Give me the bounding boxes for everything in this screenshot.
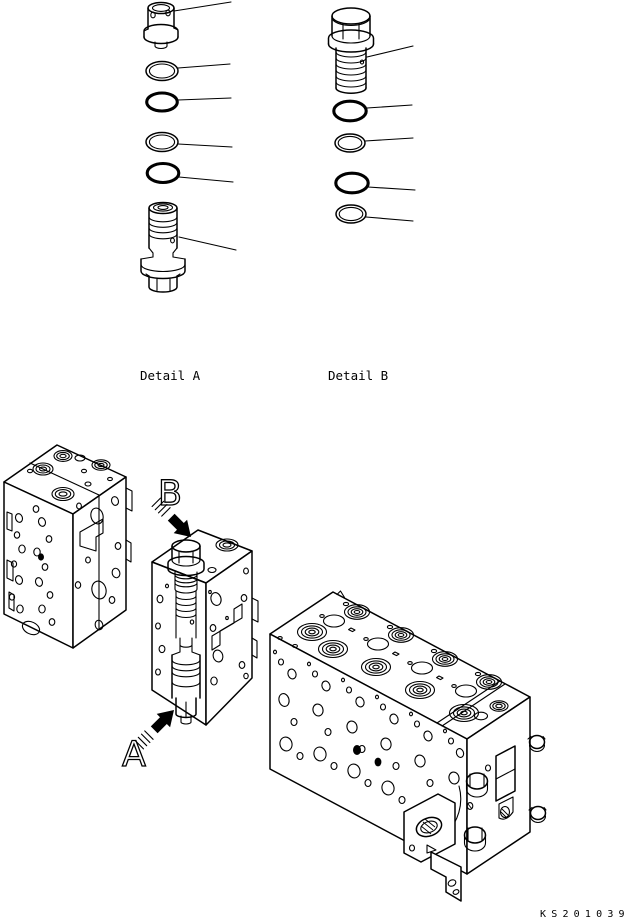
leader-line (178, 98, 231, 100)
o-ring-drawing (335, 134, 365, 152)
hatched-port (375, 758, 382, 767)
section-arrow-a (151, 710, 174, 733)
threaded-plug-drawing (329, 8, 374, 93)
leader-line (366, 217, 413, 221)
o-ring-drawing (336, 173, 368, 193)
section-arrow-b (168, 514, 191, 537)
leader-line (368, 187, 415, 190)
leader-line (367, 46, 413, 57)
drawing-number: KS201039 (540, 909, 630, 920)
o-ring-drawing (147, 164, 179, 183)
o-ring-drawing (146, 133, 178, 152)
leader-line (178, 144, 232, 147)
leader-line (365, 138, 413, 141)
valve-cartridge-drawing (141, 203, 185, 293)
hatched-port (353, 745, 361, 755)
o-ring-drawing (146, 62, 178, 81)
leader-line (367, 105, 412, 108)
poppet-valve-drawing (144, 3, 178, 49)
detail-b-figure (328, 8, 415, 383)
o-ring-drawing (336, 205, 366, 223)
main-valve-body-drawing (270, 591, 546, 901)
detail-a-caption: Detail A (140, 368, 201, 383)
section-marker-a: A (122, 735, 146, 775)
hatched-port (38, 553, 44, 560)
leader-line (174, 2, 231, 11)
section-marker-a-group (122, 710, 174, 775)
detail-a-figure (140, 2, 236, 383)
leader-line (179, 177, 233, 182)
leader-line (179, 237, 236, 250)
section-marker-b: B (158, 474, 183, 514)
section-marker-b-group (152, 474, 191, 537)
valve-section-left-drawing (4, 445, 132, 648)
detail-b-caption: Detail B (328, 368, 389, 383)
o-ring-drawing (147, 93, 178, 111)
o-ring-drawing (334, 101, 366, 121)
leader-line (178, 64, 230, 68)
valve-section-middle-drawing (152, 530, 258, 725)
